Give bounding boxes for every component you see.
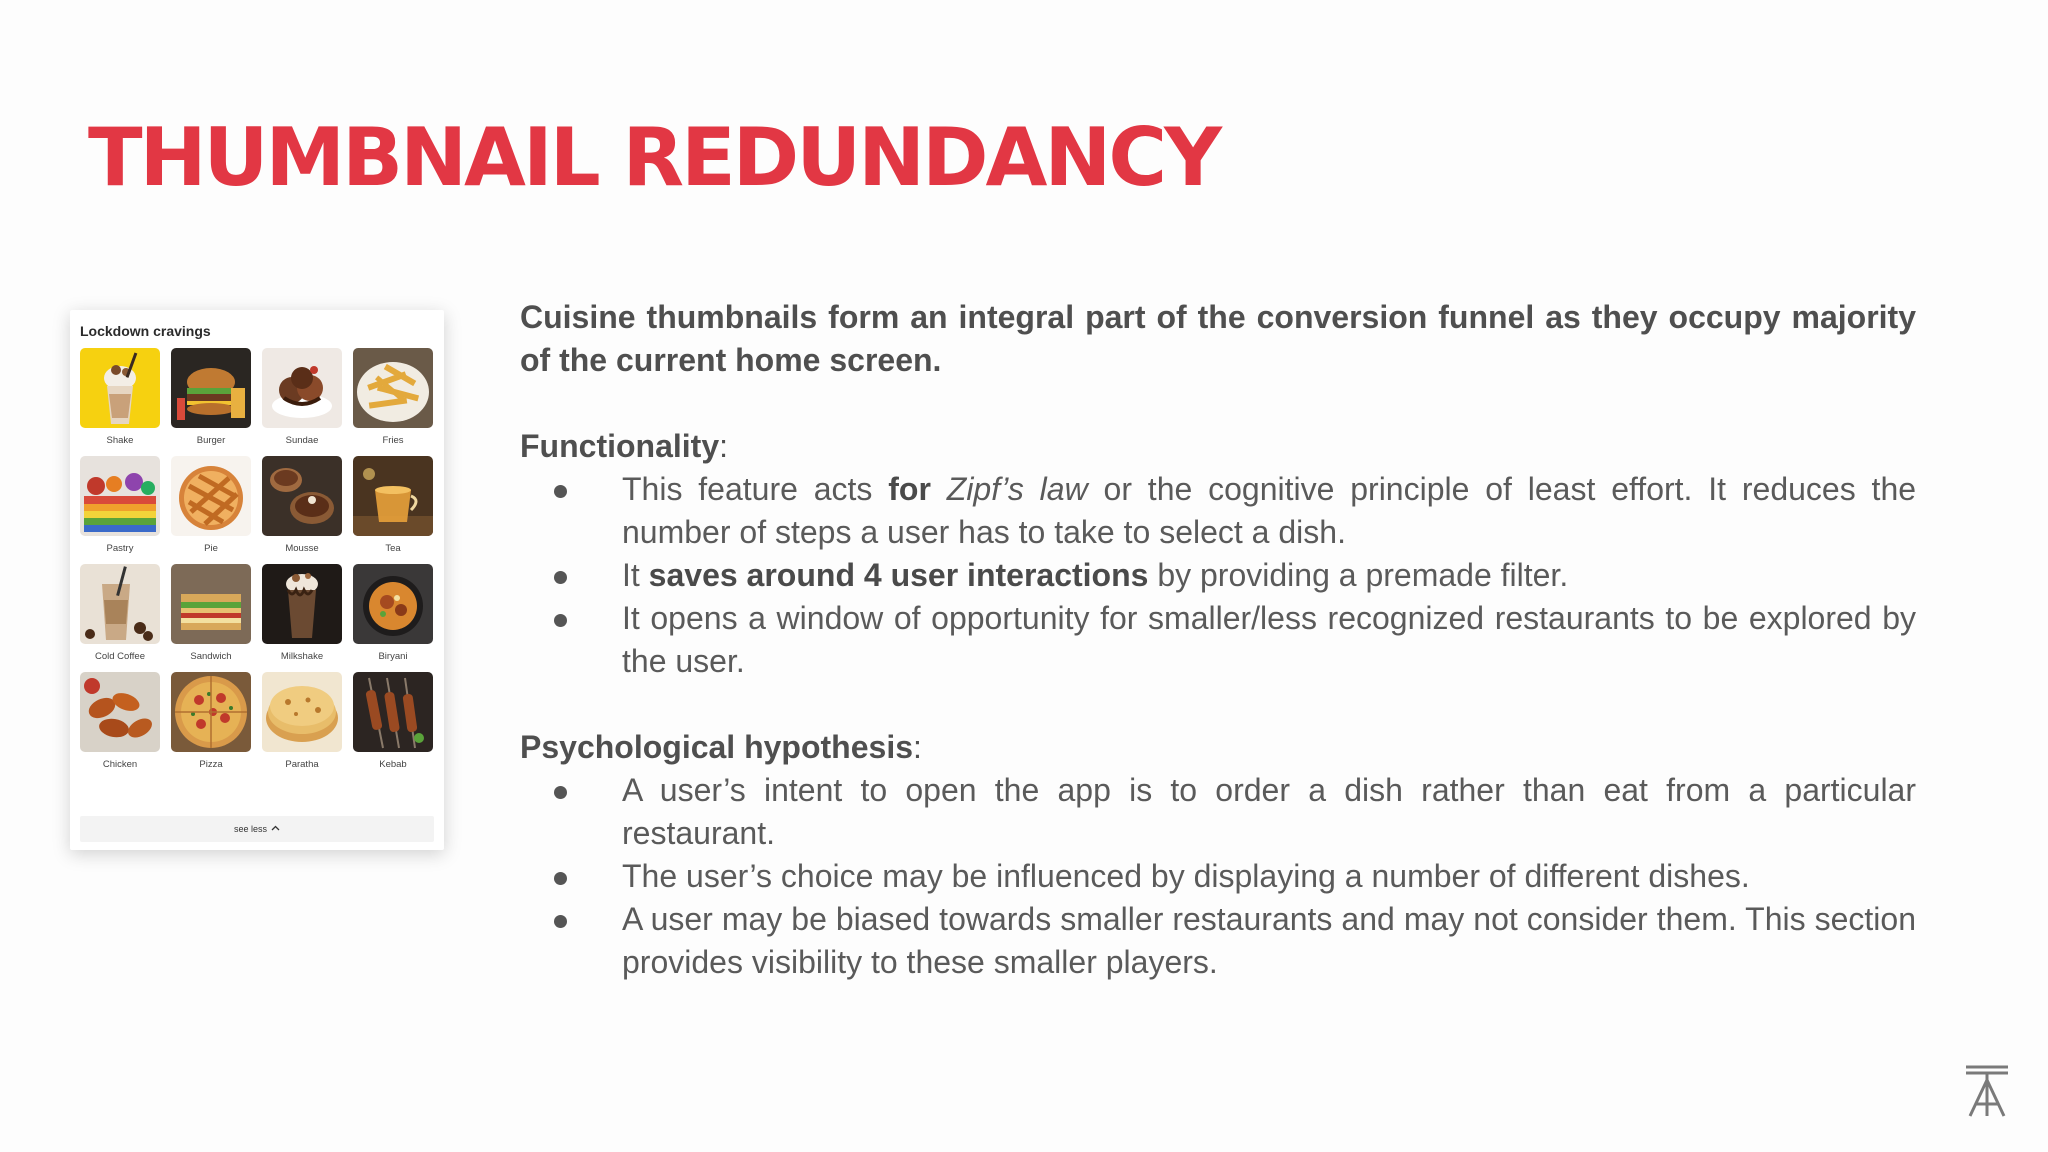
- cuisine-grid: [80, 348, 434, 772]
- cuisine-label: Chicken: [102, 759, 138, 770]
- milkshake-photo-icon: [80, 348, 160, 428]
- cuisine-label: Pizza: [199, 759, 223, 770]
- see-less-label: see less: [233, 824, 268, 834]
- bullet-text: A user may be biased towards smaller restaurants and may not consider them. This section provides visibility to these smaller players.: [622, 901, 1916, 980]
- pie-photo-icon: [171, 456, 251, 536]
- cuisine-label: Sandwich: [190, 651, 232, 662]
- psychological-bullet: [520, 855, 1916, 898]
- cuisine-item-shake[interactable]: [80, 348, 160, 448]
- psychological-heading: [520, 726, 1916, 769]
- chocolate-shake-photo-icon: [262, 564, 342, 644]
- bullet-dot-icon: [554, 614, 567, 627]
- heading-colon: :: [913, 729, 922, 765]
- chevron-up-icon: [271, 824, 280, 833]
- paratha-photo-icon: [262, 672, 342, 752]
- mousse-photo-icon: [262, 456, 342, 536]
- kebab-photo-icon: [353, 672, 433, 752]
- psychological-bullet: [520, 898, 1916, 984]
- cuisine-item-cold-coffee[interactable]: [80, 564, 160, 664]
- cuisine-label: Cold Coffee: [95, 651, 145, 662]
- cuisine-label: Tea: [385, 543, 401, 554]
- bullet-text: It: [622, 557, 649, 593]
- functionality-heading: [520, 425, 1916, 468]
- bullet-dot-icon: [554, 571, 567, 584]
- cuisine-label: Burger: [196, 435, 226, 446]
- functionality-heading-text: Functionality: [520, 428, 720, 464]
- cuisine-item-pizza[interactable]: [171, 672, 251, 772]
- card-title: Lockdown cravings: [80, 323, 211, 339]
- cuisine-label: Pastry: [106, 543, 134, 554]
- pastry-photo-icon: [80, 456, 160, 536]
- psychological-bullet: [520, 769, 1916, 855]
- sundae-photo-icon: [262, 348, 342, 428]
- lead-paragraph: Cuisine thumbnails form an integral part of the conversion funnel as they occupy majority of the current home screen.: [520, 299, 1916, 378]
- fries-photo-icon: [353, 348, 433, 428]
- cold-coffee-photo-icon: [80, 564, 160, 644]
- bullet-bold-text: saves around 4 user interactions: [648, 557, 1149, 593]
- bullet-text: A user’s intent to open the app is to order a dish rather than eat from a particular restaurant.: [622, 772, 1916, 851]
- bullet-dot-icon: [554, 485, 567, 498]
- functionality-bullet: [520, 468, 1916, 554]
- cuisine-item-burger[interactable]: [171, 348, 251, 448]
- bullet-text: The user’s choice may be influenced by displaying a number of different dishes.: [622, 858, 1750, 894]
- cuisine-item-biryani[interactable]: [353, 564, 433, 664]
- bullet-italic-text: Zipf’s law: [946, 471, 1088, 507]
- cuisine-item-mousse[interactable]: [262, 456, 342, 556]
- cuisine-label: Milkshake: [280, 651, 324, 662]
- cuisine-label: Paratha: [285, 759, 319, 770]
- biryani-photo-icon: [353, 564, 433, 644]
- functionality-bullet: [520, 554, 1916, 597]
- lockdown-cravings-card: [70, 310, 444, 850]
- bullet-dot-icon: [554, 915, 567, 928]
- bullet-dot-icon: [554, 872, 567, 885]
- bullet-text: or the cognitive principle of least effort. It reduces the number of steps a user has to take to select a dish.: [622, 471, 1917, 550]
- cuisine-item-sandwich[interactable]: [171, 564, 251, 664]
- chicken-wings-photo-icon: [80, 672, 160, 752]
- bullet-text: [931, 471, 947, 507]
- psychological-list: [520, 769, 1916, 984]
- burger-photo-icon: [171, 348, 251, 428]
- bullet-dot-icon: [554, 786, 567, 799]
- slide-title: THUMBNAIL REDUNDANCY: [88, 111, 1220, 204]
- cuisine-label: Biryani: [378, 651, 408, 662]
- bullet-text: by providing a premade filter.: [1148, 557, 1569, 593]
- cuisine-label: Mousse: [285, 543, 319, 554]
- cuisine-item-milkshake[interactable]: [262, 564, 342, 664]
- cuisine-label: Kebab: [379, 759, 407, 770]
- pizza-photo-icon: [171, 672, 251, 752]
- cuisine-item-fries[interactable]: [353, 348, 433, 448]
- cuisine-item-sundae[interactable]: [262, 348, 342, 448]
- cuisine-item-kebab[interactable]: [353, 672, 433, 772]
- heading-colon: :: [719, 428, 728, 464]
- cuisine-item-paratha[interactable]: [262, 672, 342, 772]
- functionality-bullet: [520, 597, 1916, 683]
- slide-content: [520, 296, 1916, 984]
- sandwich-photo-icon: [171, 564, 251, 644]
- bullet-bold-text: for: [888, 471, 931, 507]
- cuisine-item-chicken[interactable]: [80, 672, 160, 772]
- tea-photo-icon: [353, 456, 433, 536]
- cuisine-label: Fries: [382, 435, 404, 446]
- see-less-button[interactable]: [80, 816, 434, 842]
- cuisine-label: Shake: [106, 435, 134, 446]
- cuisine-item-tea[interactable]: [353, 456, 433, 556]
- cuisine-label: Sundae: [285, 435, 319, 446]
- psychological-heading-text: Psychological hypothesis: [520, 729, 913, 765]
- cuisine-item-pastry[interactable]: [80, 456, 160, 556]
- cuisine-item-pie[interactable]: [171, 456, 251, 556]
- functionality-list: [520, 468, 1916, 683]
- bullet-text: This feature acts: [622, 471, 889, 507]
- brand-monogram-icon: [1962, 1062, 2012, 1118]
- cuisine-label: Pie: [204, 543, 218, 554]
- bullet-text: It opens a window of opportunity for smaller/less recognized restaurants to be explored by the user.: [622, 600, 1916, 679]
